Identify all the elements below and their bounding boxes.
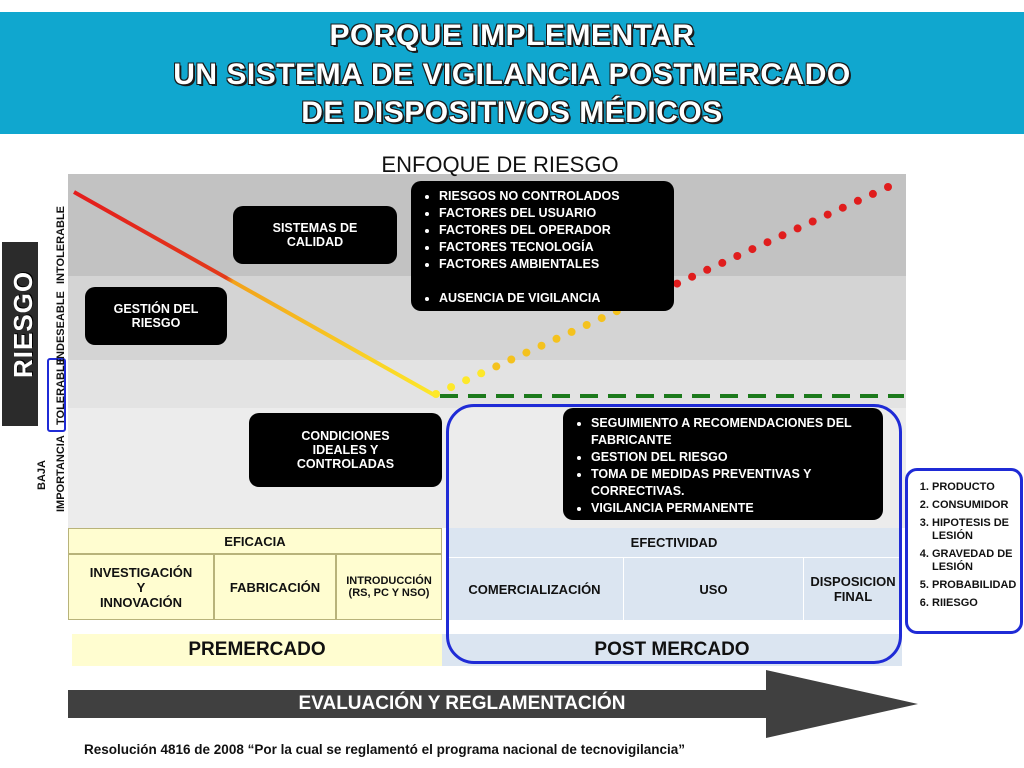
condiciones-box: CONDICIONES IDEALES Y CONTROLADAS xyxy=(249,413,442,487)
arrow-label: EVALUACIÓN Y REGLAMENTACIÓN xyxy=(298,693,626,714)
premercado-label: PREMERCADO xyxy=(72,634,442,666)
risk-dot xyxy=(703,266,711,274)
introduccion-cell: INTRODUCCIÓN (RS, PC Y NSO) xyxy=(336,554,442,620)
risk-dot xyxy=(794,224,802,232)
side-list-item: 5. PROBABILIDAD xyxy=(932,579,1016,592)
risk-dot xyxy=(869,190,877,198)
risk-dot xyxy=(824,211,832,219)
risk-dot xyxy=(583,321,591,329)
riesgo-item: • FACTORES TECNOLOGÍA xyxy=(439,239,666,256)
side-list-item: 4. GRAVEDAD DE LESIÓN xyxy=(932,548,1016,574)
investigacion-cell: INVESTIGACIÓN Y INNOVACIÓN xyxy=(68,554,214,620)
riesgo-item: • FACTORES DEL USUARIO xyxy=(439,205,666,222)
riesgo-item: • RIESGOS NO CONTROLADOS xyxy=(439,188,666,205)
side-list-item: 1. PRODUCTO xyxy=(932,481,1016,494)
risk-dot xyxy=(779,231,787,239)
risk-dot xyxy=(764,238,772,246)
axis-importancia: IMPORTANCIA xyxy=(55,435,67,512)
title-line-2: UN SISTEMA DE VIGILANCIA POSTMERCADO xyxy=(173,58,851,91)
title-line-3: DE DISPOSITIVOS MÉDICOS xyxy=(301,96,723,129)
eficacia-header: EFICACIA xyxy=(68,528,442,554)
uso-cell: USO xyxy=(624,558,804,620)
riesgo-item: • FACTORES DEL OPERADOR xyxy=(439,222,666,239)
risk-dot xyxy=(507,356,515,364)
axis-tolerable: TOLERABLE xyxy=(55,357,67,425)
risk-dot xyxy=(568,328,576,336)
side-list-item: 2. CONSUMIDOR xyxy=(932,499,1016,512)
seguimiento-item: • VIGILANCIA PERMANENTE xyxy=(591,500,875,517)
seguimiento-item: • GESTION DEL RIESGO xyxy=(591,449,875,466)
fabricacion-cell: FABRICACIÓN xyxy=(214,554,336,620)
postmercado-outline xyxy=(446,404,902,664)
risk-dot xyxy=(718,259,726,267)
risk-dot xyxy=(447,383,455,391)
axis-intolerable: INTOLERABLE xyxy=(55,205,67,284)
risk-dot xyxy=(553,335,561,343)
seguimiento-item: • SEGUIMIENTO A RECOMENDACIONES DEL FABRICANTE xyxy=(591,415,875,449)
riesgos-box xyxy=(411,181,674,311)
risk-dot xyxy=(538,342,546,350)
seguimiento-item: • TOMA DE MEDIDAS PREVENTIVAS Y CORRECTIVAS. xyxy=(591,466,875,500)
risk-dot xyxy=(839,204,847,212)
comercializacion-cell: COMERCIALIZACIÓN xyxy=(446,558,624,620)
risk-dot xyxy=(522,349,530,357)
side-list-item: 6. RIIESGO xyxy=(932,597,1016,610)
riesgo-label: RIESGO xyxy=(8,270,38,378)
riesgo-item: • FACTORES AMBIENTALES xyxy=(439,256,666,273)
title-line-1: PORQUE IMPLEMENTAR xyxy=(329,19,695,52)
side-list-box xyxy=(905,468,1023,634)
postmercado-label: POST MERCADO xyxy=(442,634,902,666)
footer-resolution: Resolución 4816 de 2008 “Por la cual se reglamentó el programa nacional de tecnovigilancia” xyxy=(84,742,685,757)
risk-dot xyxy=(748,245,756,253)
risk-dot xyxy=(673,280,681,288)
risk-dot xyxy=(688,273,696,281)
side-list-item: 3. HIPOTESIS DE LESIÓN xyxy=(932,517,1016,543)
risk-dot xyxy=(884,183,892,191)
sistemas-calidad-box: SISTEMAS DE CALIDAD xyxy=(233,206,397,264)
risk-dot xyxy=(854,197,862,205)
efectividad-header: EFECTIVIDAD xyxy=(446,528,902,558)
risk-dot xyxy=(492,362,500,370)
axis-baja: BAJA xyxy=(36,460,48,490)
risk-dot xyxy=(809,218,817,226)
subtitle: ENFOQUE DE RIESGO xyxy=(381,152,619,177)
risk-dot xyxy=(477,369,485,377)
disposicion-cell: DISPOSICION FINAL xyxy=(804,558,902,620)
risk-dot xyxy=(462,376,470,384)
ausencia-item: • AUSENCIA DE VIGILANCIA xyxy=(439,290,666,307)
risk-dot xyxy=(432,390,440,398)
axis-indeseable: INDESEABLE xyxy=(55,291,67,362)
risk-dot xyxy=(733,252,741,260)
risk-dot xyxy=(598,314,606,322)
gestion-riesgo-box: GESTIÓN DEL RIESGO xyxy=(85,287,227,345)
